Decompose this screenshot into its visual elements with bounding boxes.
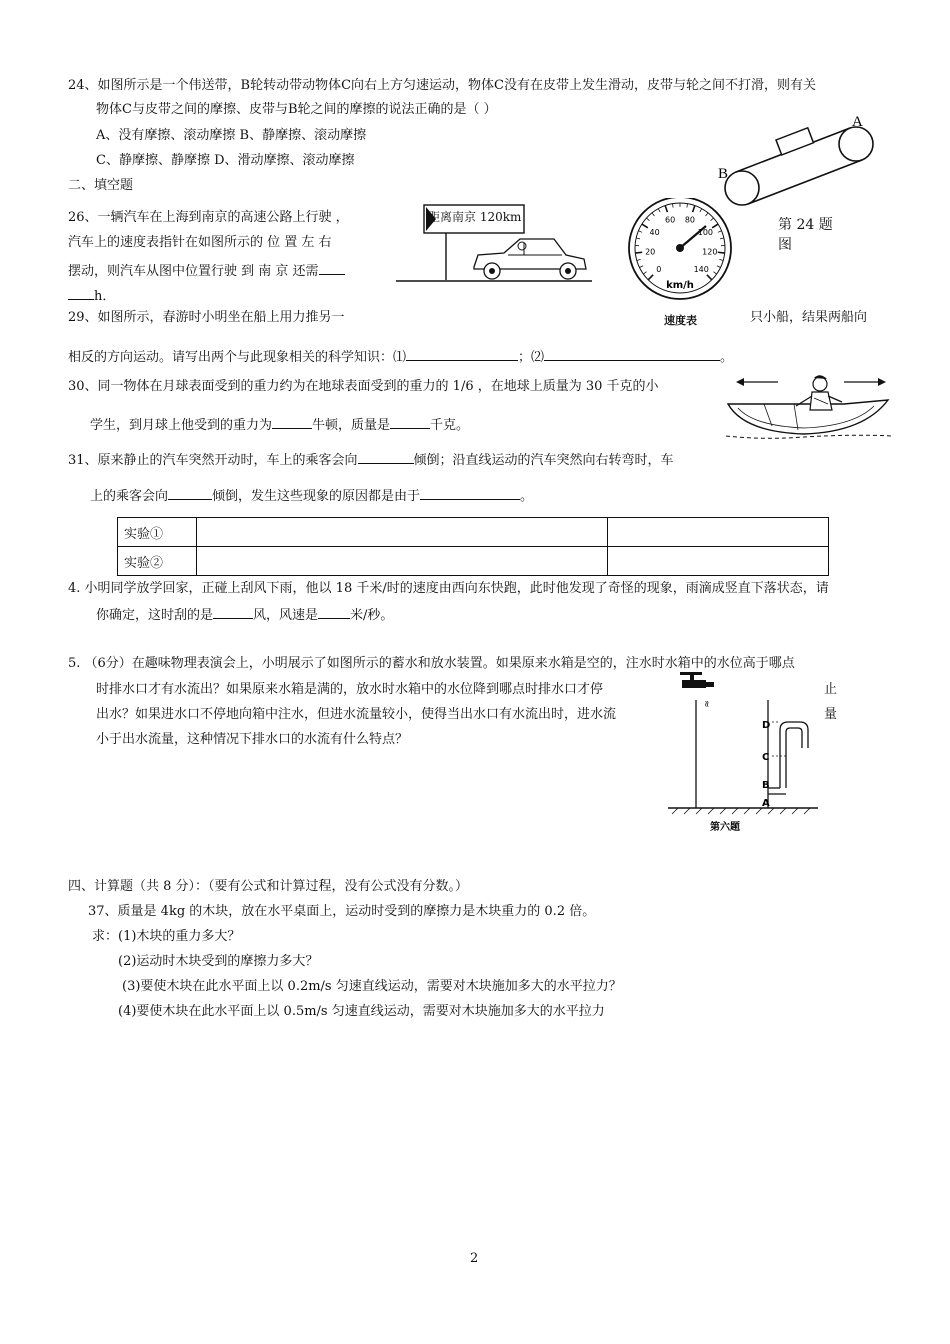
q24-line2: 物体C与皮带之间的摩擦、皮带与B轮之间的摩擦的说法正确的是（ ） [96, 102, 497, 117]
q5-line3: 出水？如果进水口不停地向箱中注水，但进水流量较小，使得当出水口有水流出时，进水流 [96, 707, 617, 722]
gauge-tick-label: 140 [693, 265, 709, 275]
q24-line1: 24、如图所示是一个伟送带，B轮转动带动物体C向右上方匀速运动，物体C没有在皮带上发生滑动，皮带与轮之间不打滑，则有关 [68, 78, 816, 93]
table-cell[interactable] [197, 547, 608, 576]
table-row [118, 518, 829, 547]
speedometer-figure [624, 198, 736, 308]
water-tank-figure [668, 670, 818, 836]
q29-blank-1[interactable] [406, 346, 518, 361]
q29-line1-left: 29、如图所示，春游时小明坐在船上用力推另一 [68, 310, 345, 325]
q31-line2: 上的乘客会向 倾倒，发生这些现象的原因都是由于 。 [90, 485, 533, 506]
fig5-caption: 第六题 [710, 822, 740, 833]
q26-line3: 摆动，则汽车从图中位置行驶 到 南 京 还需 [68, 260, 345, 281]
page-number: 2 [470, 1251, 479, 1266]
fig24-caption-2: 图 [778, 237, 792, 253]
table-row-label: 实验② [118, 547, 197, 576]
section-4-title: 四、计算题（共 8 分）：（要有公式和计算过程，没有公式没有分数。） [68, 879, 469, 894]
q37-sub3: (3)要使木块在此水平面上以 0.2m/s 匀速直线运动，需要对木块施加多大的水平拉力？ [122, 979, 622, 994]
q30-line1: 30、同一物体在月球表面受到的重力约为在地球表面受到的重力的 1/6 ，在地球上质量为 30 千克的小 [68, 379, 659, 394]
label-c: C [762, 752, 770, 763]
table-row [118, 547, 829, 576]
speedometer-caption: 速度表 [664, 314, 697, 327]
table-cell[interactable] [608, 547, 829, 576]
q37-sub4: (4)要使木块在此水平面上以 0.5m/s 匀速直线运动，需要对木块施加多大的水平拉力 [118, 1004, 605, 1019]
q37-line1: 37、质量是 4kg 的木块，放在水平桌面上，运动时受到的摩擦力是木块重力的 0.2 倍。 [88, 904, 596, 919]
road-sign-text: 距离南京 120km [428, 210, 522, 224]
q37-sub1: 求：(1)木块的重力多大？ [92, 929, 241, 944]
q5-line3-right: 量 [824, 707, 838, 722]
object-c [776, 128, 813, 155]
gauge-tick-label: 60 [664, 215, 676, 225]
q24-options-cd: C、静摩擦、静摩擦 D、滑动摩擦、滚动摩擦 [96, 153, 355, 168]
gauge-tick-label: 80 [684, 215, 696, 225]
table-cell[interactable] [608, 518, 829, 547]
q30-blank-2[interactable] [390, 414, 430, 429]
q4-blank-2[interactable] [318, 604, 350, 619]
q30-blank-1[interactable] [272, 414, 312, 429]
label-b-tank: B [762, 780, 770, 791]
label-d: D [762, 720, 771, 731]
label-a: A [852, 114, 863, 130]
table-cell[interactable] [197, 518, 608, 547]
q37-sub2: (2)运动时木块受到的摩擦力多大？ [118, 954, 319, 969]
q5-line2: 时排水口才有水流出？如果原来水箱是满的，放水时水箱中的水位降到哪点时排水口才停 [96, 682, 604, 697]
wheel-a [839, 127, 873, 161]
q4-line1: 4. 小明同学放学回家，正碰上刮风下雨，他以 18 千米/时的速度由西向东快跑，此时他发现了奇怪的现象，雨滴成竖直下落状态，请 [68, 581, 829, 596]
q29-line2: 相反的方向运动。请写出两个与此现象相关的科学知识：⑴ ；⑵ 。 [68, 346, 733, 367]
conveyor-belt-figure [712, 112, 882, 212]
q24-options-ab: A、没有摩擦、滚动摩擦 B、静摩擦、滚动摩擦 [96, 128, 367, 143]
q31-line1: 31、原来静止的汽车突然开动时，车上的乘客会向 倾倒；沿直线运动的汽车突然向右转弯时，车 [68, 449, 674, 470]
label-a-tank: A [762, 798, 770, 809]
gauge-tick-label: 100 [697, 228, 714, 238]
q29-blank-2[interactable] [544, 346, 720, 361]
q31-blank-2[interactable] [168, 485, 212, 500]
q30-line2: 学生，到月球上他受到的重力为 牛顿，质量是 千克。 [90, 414, 469, 435]
car-icon [474, 239, 586, 279]
gauge-tick-label: 120 [702, 247, 718, 257]
q26-blank[interactable] [319, 260, 345, 275]
q29-line1-right: 只小船，结果两船向 [750, 310, 868, 325]
faucet-icon [680, 672, 714, 708]
label-b: B [718, 166, 729, 182]
gauge-major-tick [718, 252, 725, 253]
fig24-caption-1: 第 24 题 [778, 217, 833, 233]
q5-line1: 5. （6分）在趣味物理表演会上，小明展示了如图所示的蓄水和放水装置。如果原来水箱是空的，注水时水箱中的水位高于哪点 [68, 656, 795, 671]
q26-line1: 26、一辆汽车在上海到南京的高速公路上行驶 ， [68, 210, 349, 225]
q5-line2-right: 止 [824, 682, 838, 697]
q4-line2: 你确定，这时刮的是 风，风速是 米/秒。 [96, 604, 393, 625]
gauge-tick-label: 40 [649, 228, 660, 238]
boat-icon [728, 400, 888, 434]
svg-text:≈: ≈ [701, 700, 711, 708]
q5-line4: 小于出水流量，这种情况下排水口的水流有什么特点？ [96, 732, 409, 747]
gauge-tick-label: 0 [656, 265, 662, 275]
q4-blank-1[interactable] [213, 604, 253, 619]
gauge-tick-label: 20 [645, 247, 656, 257]
q26-blank-cont[interactable] [68, 285, 94, 300]
siphon-pipe [780, 722, 808, 788]
table-row-label: 实验① [118, 518, 197, 547]
boat-figure [724, 370, 894, 442]
q26-line2: 汽车上的速度表指针在如图所示的 位 置 左 右 [68, 235, 332, 250]
q31-blank-3[interactable] [420, 485, 520, 500]
q26-line4: h． [68, 285, 115, 306]
section-2-title: 二、填空题 [68, 178, 134, 193]
gauge-unit: km/h [666, 280, 694, 291]
gauge-major-tick [635, 252, 642, 253]
q31-blank-1[interactable] [358, 449, 414, 464]
experiment-table [117, 517, 829, 576]
